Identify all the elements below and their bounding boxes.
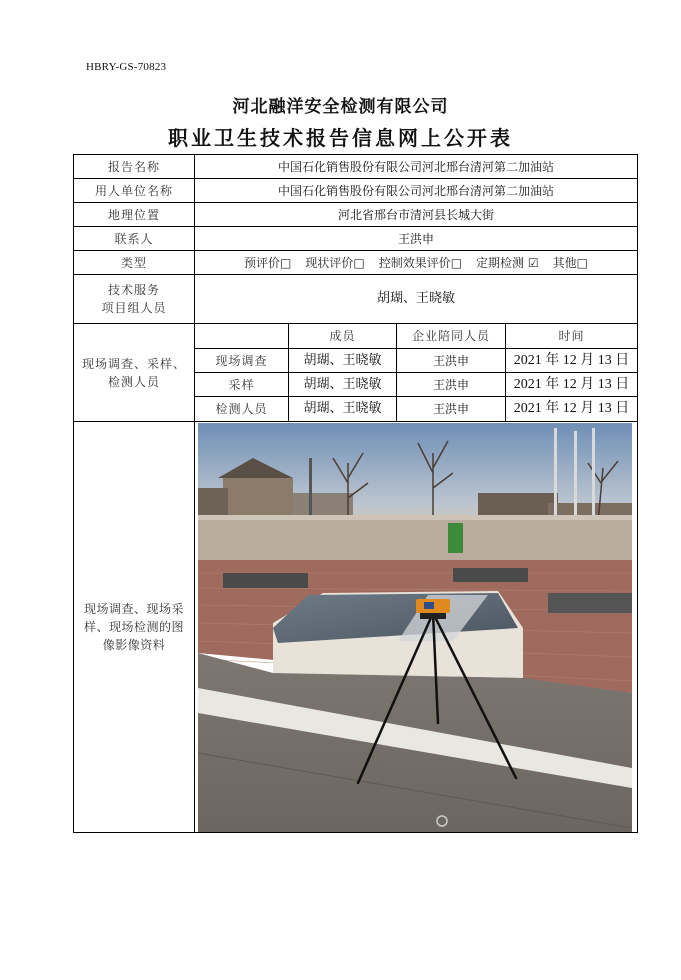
type-options xyxy=(195,251,637,274)
activity-label: 检测人员 xyxy=(215,402,268,416)
checkbox-icon[interactable]: □ xyxy=(576,255,589,270)
type-option-control-evaluation[interactable]: 控制效果评价□ xyxy=(378,255,463,270)
header-time: 时间 xyxy=(558,329,585,343)
time-value: 2021 年 12 月 13 日 xyxy=(513,401,630,416)
organization-name: 河北融洋安全检测有限公司 xyxy=(232,97,449,117)
checked-checkbox-icon[interactable]: ☑ xyxy=(527,255,539,270)
type-label: 类型 xyxy=(120,255,147,270)
header-escort: 企业陪同人员 xyxy=(411,329,490,343)
time-value: 2021 年 12 月 13 日 xyxy=(513,376,630,392)
employer-value: 中国石化销售股份有限公司河北邢台清河第二加油站 xyxy=(277,183,554,198)
escort-value: 王洪申 xyxy=(432,402,469,416)
member-value: 胡瑚、王晓敏 xyxy=(303,401,382,416)
member-value: 胡瑚、王晓敏 xyxy=(303,352,382,368)
type-option-status-evaluation[interactable]: 现状评价□ xyxy=(305,255,365,270)
activity-label: 现场调查 xyxy=(215,353,268,368)
page-title: 职业卫生技术报告信息网上公开表 xyxy=(168,126,513,150)
report-name-label: 报告名称 xyxy=(107,159,160,174)
team-label: 技术服务 项目组人员 xyxy=(101,283,167,315)
checkbox-icon[interactable]: □ xyxy=(450,255,463,270)
header-member: 成员 xyxy=(329,329,356,343)
team-value: 胡瑚、王晓敏 xyxy=(376,291,455,306)
type-option-pre-evaluation[interactable]: 预评价□ xyxy=(243,255,292,270)
site-photo xyxy=(198,423,632,832)
escort-value: 王洪申 xyxy=(432,353,469,368)
location-label: 地理位置 xyxy=(107,207,160,222)
employer-label: 用人单位名称 xyxy=(94,183,173,198)
type-option-periodic-detection[interactable]: 定期检测 ☑ xyxy=(476,255,539,270)
checkbox-icon[interactable]: □ xyxy=(353,255,365,270)
document-code: HBRY-GS-70823 xyxy=(86,61,167,73)
activity-label: 采样 xyxy=(228,377,255,392)
member-value: 胡瑚、王晓敏 xyxy=(303,376,382,392)
contact-label: 联系人 xyxy=(114,231,154,246)
time-value: 2021 年 12 月 13 日 xyxy=(513,352,630,368)
checkbox-icon[interactable]: □ xyxy=(279,255,292,270)
escort-value: 王洪申 xyxy=(432,377,469,392)
report-name-value: 中国石化销售股份有限公司河北邢台清河第二加油站 xyxy=(277,159,554,174)
photo-section-label: 现场调查、现场采 样、现场检测的图 像影像资料 xyxy=(83,602,184,652)
location-value: 河北省邢台市清河县长城大街 xyxy=(337,207,494,222)
contact-value: 王洪申 xyxy=(397,231,434,246)
type-option-other[interactable]: 其他□ xyxy=(552,255,589,270)
survey-label: 现场调查、采样、 检测人员 xyxy=(81,356,186,389)
